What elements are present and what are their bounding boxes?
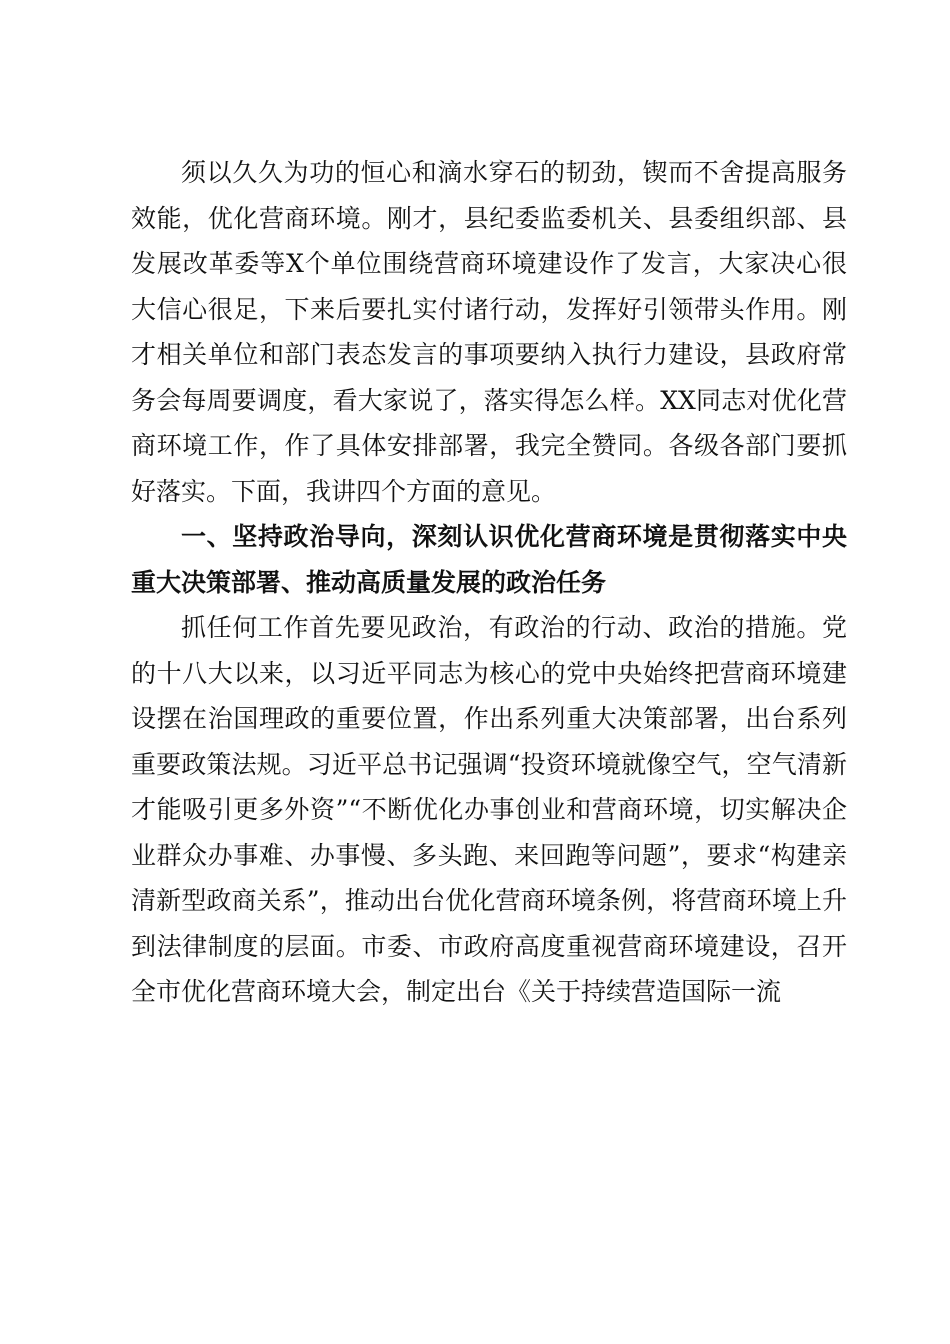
document-body bbox=[131, 150, 847, 1015]
section-heading: 一、坚持政治导向，深刻认识优化营商环境是贯彻落实中央重大决策部署、推动高质量发展的政治任务 bbox=[131, 522, 847, 597]
body-paragraph: 须以久久为功的恒心和滴水穿石的韧劲，锲而不舍提高服务效能，优化营商环境。刚才，县纪委监委机关、县委组织部、县发展改革委等X个单位围绕营商环境建设作了发言，大家决心很大信心很足，下来后要扎实付诸行动，发挥好引领带头作用。刚才相关单位和部门表态发言的事项要纳入执行力建设，县政府常务会每周要调度，看大家说了，落实得怎么样。XX同志对优化营商环境工作，作了具体安排部署，我完全赞同。各级各部门要抓好落实。下面，我讲四个方面的意见。 bbox=[131, 158, 847, 506]
body-paragraph: 抓任何工作首先要见政治，有政治的行动、政治的措施。党的十八大以来，以习近平同志为核心的党中央始终把营商环境建设摆在治国理政的重要位置，作出系列重大决策部署，出台系列重要政策法规。习近平总书记强调“投资环境就像空气，空气清新才能吸引更多外资”“不断优化办事创业和营商环境，切实解决企业群众办事难、办事慢、多头跑、来回跑等问题”，要求“构建亲清新型政商关系”，推动出台优化营商环境条例，将营商环境上升到法律制度的层面。市委、市政府高度重视营商环境建设，召开全市优化营商环境大会，制定出台《关于持续营造国际一流 bbox=[131, 613, 847, 1006]
